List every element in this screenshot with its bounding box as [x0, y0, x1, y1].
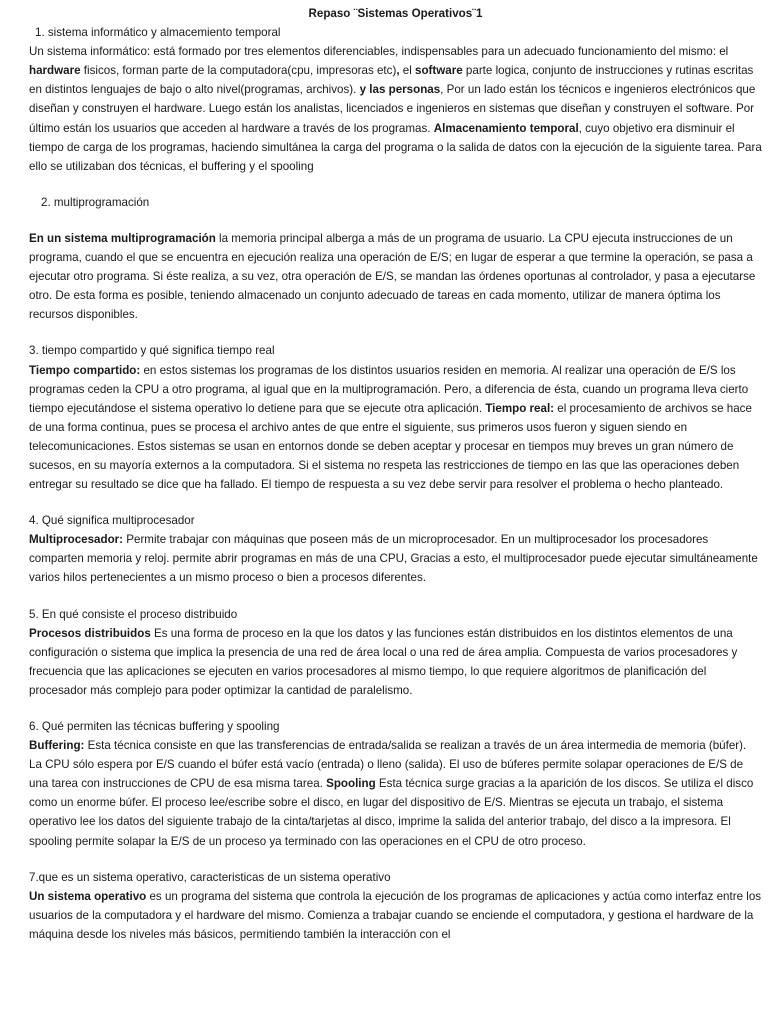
bold-term: Un sistema operativo [29, 889, 147, 903]
section-6 [29, 717, 762, 851]
text-run: Esta técnica surge gracias a la aparición de los discos. Se utiliza el disco como un enorme búfer. El proceso lee/escribe sobre el disco, en lugar del dispositivo de E/S. Mientras se ejecuta un trabajo, el sistema operativo lee los datos del siguiente trabajo de la cinta/tarjetas al disco, imprime la salida del anterior trabajo, del disco a la impresora. El spooling permite solapar la E/S de un proceso ya terminado con las operaciones en el CPU de otro proceso. [29, 777, 754, 848]
section-heading: 2. multiprogramación [41, 195, 150, 209]
section-body [29, 530, 762, 587]
section-heading: 7.que es un sistema operativo, caracteristicas de un sistema operativo [29, 870, 391, 884]
bold-term: Tiempo compartido: [29, 363, 141, 377]
section-body [29, 736, 762, 851]
text-run: la memoria principal alberga a más de un programa de usuario. La CPU ejecuta instrucciones de un programa, cuando el que se encuentra en ejecución realiza una operación de E/S; en lugar de esperar a que termine la operación, se pasa a ejecutar otro programa. Si éste realiza, a su vez, otra operación de E/S, se mandan las órdenes oportunas al controlador, y pasa a ejecutarse otro. De esta forma es posible, teniendo almacenado un conjunto adecuado de tareas en cada momento, utilizar de manera óptima los recursos disponibles. [29, 231, 756, 322]
text-run: Un sistema informático: está formado por tres elementos diferenciables, indispensables para un adecuado funcionamiento del mismo: el [29, 45, 729, 59]
section-body [29, 42, 762, 176]
text-run: es un programa del sistema que controla la ejecución de los programas de aplicaciones y actúa como interfaz entre los usuarios de la computadora y el hardware del mismo. Comienza a trabajar cuando se enciende el computadora, y gestiona el hardware de la máquina desde los niveles más básicos, permitiendo también la interacción con el [29, 889, 762, 941]
section-3 [29, 341, 762, 494]
bold-term: Tiempo real: [485, 401, 555, 415]
text-run: el [399, 64, 416, 78]
section-body [29, 624, 762, 700]
text-run: , Por un lado están los técnicos e ingenieros electrónicos que diseñan y construyen el hardware. Luego están los analistas, licenciados e ingenieros en sistemas que diseñan y construyen el software. Por último están los usuarios que acceden al hardware a través de los programas. [29, 83, 756, 135]
section-body [29, 361, 762, 495]
text-run: el procesamiento de archivos se hace de una forma continua, pues se procesa el archivo antes de que entre el siguiente, sus primeros usos fueron y siguen siendo en telecomunicaciones. Estos sistemas se usan en entornos donde se deben aceptar y procesar en tiempos muy breves un gran número de sucesos, en su mayoría externos a la computadora. Si el sistema no respeta las restricciones de tiempo en las que las operaciones deben entregar su resultado se dice que ha fallado. El tiempo de respuesta a su vez debe servir para resolver el problema o hecho planteado. [29, 401, 752, 492]
section-heading: 5. En qué consiste el proceso distribuido [29, 607, 238, 621]
section-heading: 3. tiempo compartido y qué significa tiempo real [29, 344, 275, 358]
bold-term: hardware [29, 64, 81, 78]
text-run: parte logica, conjunto de instrucciones y rutinas escritas en distintos lenguajes de bajo o alto nivel(programas, archivos). [29, 64, 754, 97]
bold-term: software [415, 64, 463, 78]
text-run: Es una forma de proceso en la que los datos y las funciones están distribuidos en los distintos elementos de una configuración o sistema que implica la presencia de una red de área local o una red de área amplia. Compuesta de varios procesadores y frecuencia que las aplicaciones se ejecuten en varios procesadores al mismo tiempo, lo que requiere algoritmos de planificación del procesador más complejo para poder optimizar la cantidad de paralelismo. [29, 626, 738, 697]
bold-term: Multiprocesador: [29, 533, 124, 547]
text-run: Permite trabajar con máquinas que poseen más de un microprocesador. En un multiprocesador los procesadores comparten memoria y reloj. permite abrir programas en más de una CPU, Gracias a esto, el multiprocesador puede ejecutar simultáneamente varios hilos pertenecientes a un mismo proceso o bien a procesos diferentes. [29, 533, 758, 585]
section-1 [29, 23, 762, 176]
section-2 [29, 193, 762, 325]
section-body [29, 229, 762, 324]
section-heading: 1. sistema informático y almacemiento temporal [35, 26, 281, 40]
section-7 [29, 868, 762, 944]
bold-term: y las personas [359, 83, 441, 97]
bold-term: Buffering: [29, 739, 85, 753]
bold-term: Spooling [326, 777, 376, 791]
bold-term: Almacenamiento temporal [433, 121, 579, 135]
bold-term: , [396, 64, 400, 78]
text-run: en estos sistemas los programas de los distintos usuarios residen en memoria. Al realizar una operación de E/S los programas ceden la CPU a otro programa, al igual que en la multiprogramación. Pero, a diferencia de ésta, cuando un programa lleva cierto tiempo ejecutándose el sistema operativo lo detiene para que se ejecute otra aplicación. [29, 363, 749, 415]
text-run: fisicos, forman parte de la computadora(cpu, impresoras etc) [80, 64, 397, 78]
bold-term: Procesos distribuidos [29, 626, 151, 640]
section-heading: 6. Qué permiten las técnicas buffering y spooling [29, 720, 280, 733]
document-title: Repaso ¨Sistemas Operativos¨1 [308, 7, 483, 20]
text-run: , cuyo objetivo era disminuir el tiempo de carga de los programas, haciendo simultánea la carga del programa o la salida de datos con la ejecución de la siguiente tarea. Para ello se utilizaban dos técnicas, el buffering y el spooling [29, 121, 762, 173]
bold-term: En un sistema multiprogramación [29, 231, 216, 245]
section-body [29, 887, 762, 944]
section-4 [29, 511, 762, 587]
section-heading: 4. Qué significa multiprocesador [29, 514, 195, 528]
section-5 [29, 605, 762, 700]
text-run: Esta técnica consiste en que las transferencias de entrada/salida se realizan a través de un área intermedia de memoria (búfer). La CPU sólo espera por E/S cuando el búfer está vacío (entrada) o lleno (salida). El uso de búferes permite solapar operaciones de E/S de una tarea con instrucciones de CPU de esa misma tarea. [29, 739, 747, 791]
